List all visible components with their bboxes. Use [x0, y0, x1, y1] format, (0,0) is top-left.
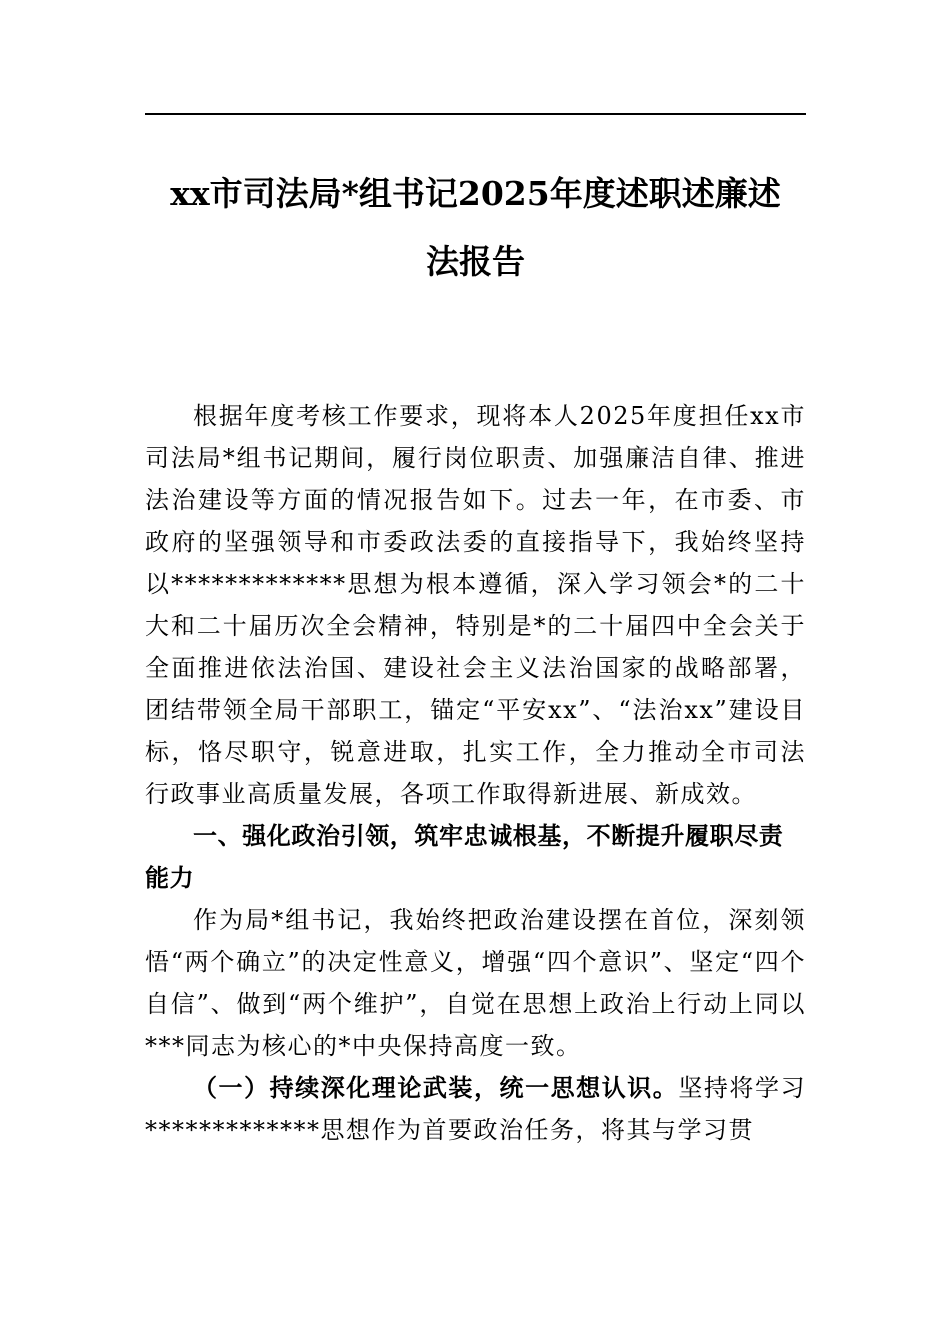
- title-line-1: xx市司法局*组书记2025年度述职述廉述: [170, 174, 781, 213]
- title-line-2: 法报告: [426, 242, 525, 281]
- subsection-1-text: 坚持将学习*************思想作为首要政治任务，将其与学习贯: [145, 1074, 807, 1144]
- section-heading-1: 一、强化政治引领，筑牢忠诚根基，不断提升履职尽责能力: [145, 822, 784, 892]
- subsection-1-paragraph: [145, 1067, 806, 1151]
- intro-paragraph: 根据年度考核工作要求，现将本人2025年度担任xx市司法局*组书记期间，履行岗位职责、加强廉洁自律、推进法治建设等方面的情况报告如下。过去一年，在市委、市政府的坚强领导和市委政法委的直接指导下，我始终坚持以*************思想为根本遵循，深入学习领会*的二十大和二十届历次全会精神，特别是*的二十届四中全会关于全面推进依法治国、建设社会主义法治国家的战略部署，团结带领全局干部职工，锚定“平安xx”、“法治xx”建设目标，恪尽职守，锐意进取，扎实工作，全力推动全市司法行政事业高质量发展，各项工作取得新进展、新成效。: [145, 402, 806, 808]
- section-1-paragraph: 作为局*组书记，我始终把政治建设摆在首位，深刻领悟“两个确立”的决定性意义，增强“四个意识”、坚定“四个自信”、做到“两个维护”，自觉在思想上政治上行动上同以***同志为核心的*中央保持高度一致。: [145, 906, 806, 1060]
- document-body: [145, 395, 806, 1151]
- header-rule: [145, 113, 806, 115]
- subsection-1-lead: （一）持续深化理论武装，统一思想认识。: [193, 1073, 679, 1102]
- document-title: [145, 160, 806, 296]
